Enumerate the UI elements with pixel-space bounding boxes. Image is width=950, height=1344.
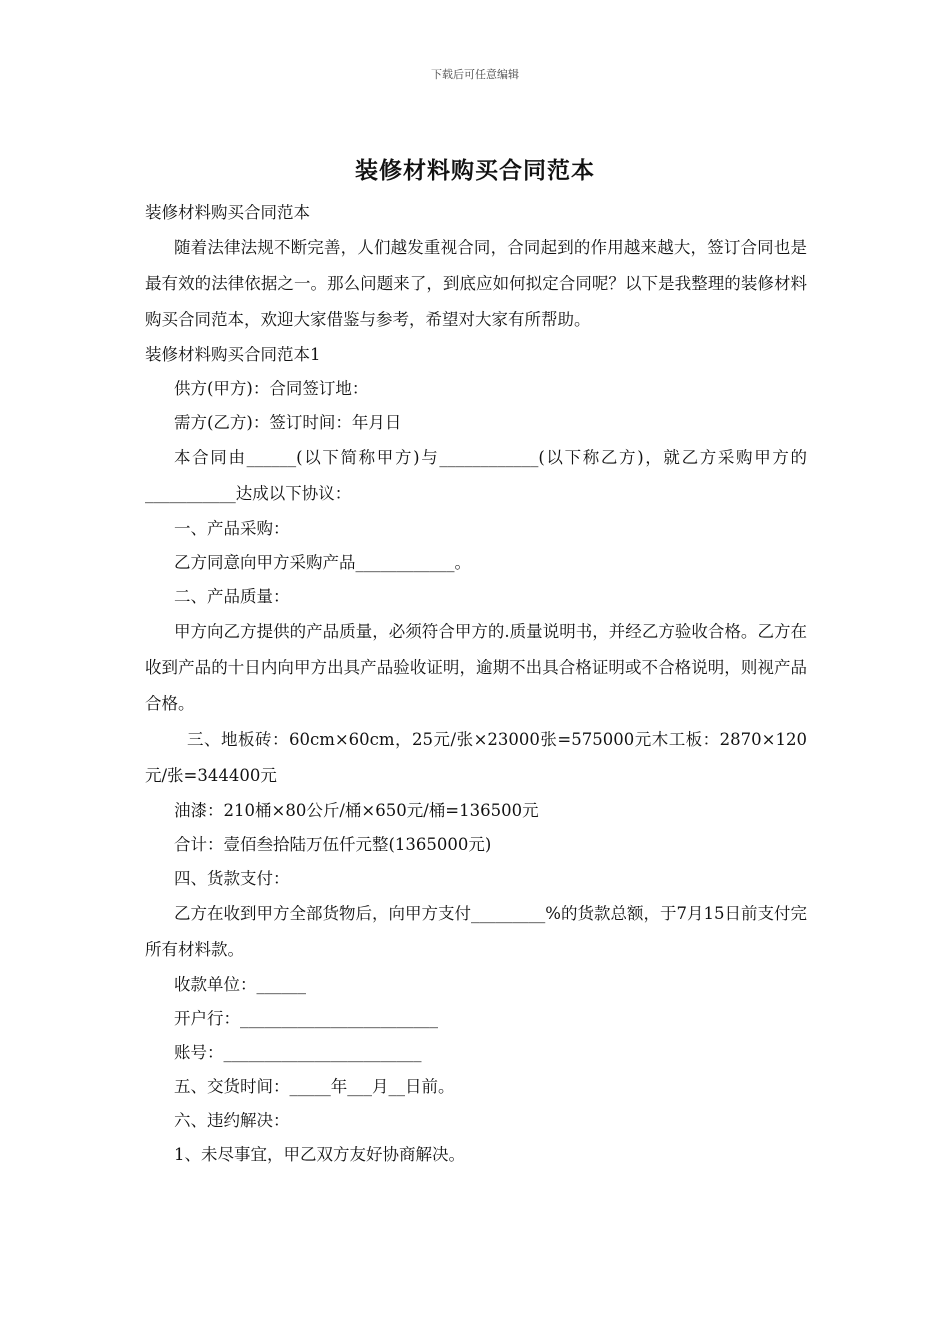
product-purchase-line: 乙方同意向甲方采购产品____________。 <box>174 553 471 572</box>
heading-payment: 四、货款支付： <box>174 869 290 888</box>
heading-product-purchase: 一、产品采购： <box>174 519 290 538</box>
intro-paragraph: 随着法律法规不断完善，人们越发重视合同，合同起到的作用越来越大，签订合同也是最有效的法律依据之一。那么问题来了，到底应如何拟定合同呢？以下是我整理的装修材料购买合同范本，欢迎大家借鉴与参考，希望对大家有所帮助。 <box>145 238 807 329</box>
account-line: 账号：________________________ <box>174 1043 422 1062</box>
document-body <box>145 196 807 1172</box>
heading-product-quality: 二、产品质量： <box>174 587 290 606</box>
heading-breach: 六、违约解决： <box>174 1111 290 1130</box>
delivery-time-line: 五、交货时间：_____年___月__日前。 <box>174 1077 455 1096</box>
product-quality-paragraph: 甲方向乙方提供的产品质量，必须符合甲方的.质量说明书，并经乙方验收合格。乙方在收到产品的十日内向甲方出具产品验收证明，逾期不出具合格证明或不合格说明，则视产品合格。 <box>145 622 807 713</box>
buyer-line: 需方(乙方)：签订时间：年月日 <box>174 413 402 432</box>
document-title: 装修材料购买合同范本 <box>355 157 595 184</box>
floor-tile-paragraph: 三、地板砖：60cm×60cm，25元/张×23000张=575000元木工板：2870×120元/张=344400元 <box>145 730 807 785</box>
payee-line: 收款单位：______ <box>174 975 306 994</box>
agreement-paragraph: 本合同由______(以下简称甲方)与____________(以下称乙方)，就乙方采购甲方的___________达成以下协议： <box>145 448 807 503</box>
bank-line: 开户行：________________________ <box>174 1009 438 1028</box>
section-title-sample-1: 装修材料购买合同范本1 <box>145 345 321 364</box>
payment-paragraph: 乙方在收到甲方全部货物后，向甲方支付_________%的货款总额，于7月15日前支付完所有材料款。 <box>145 904 807 959</box>
header-note: 下载后可任意编辑 <box>431 68 519 81</box>
supplier-line: 供方(甲方)：合同签订地： <box>174 379 369 398</box>
breach-item-1: 1、未尽事宜，甲乙双方友好协商解决。 <box>174 1145 465 1164</box>
total-line: 合计：壹佰叁拾陆万伍仟元整(1365000元) <box>174 835 492 854</box>
paint-line: 油漆：210桶×80公斤/桶×650元/桶=136500元 <box>174 801 539 820</box>
subtitle-paragraph: 装修材料购买合同范本 <box>145 203 310 222</box>
